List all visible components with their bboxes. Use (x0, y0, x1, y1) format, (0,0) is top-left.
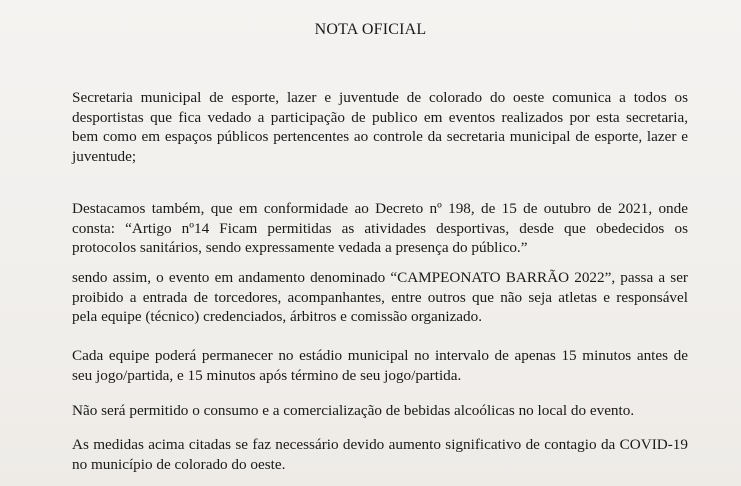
text-line: seu jogo/partida, e 15 minutos após término de seu jogo/partida. (72, 366, 462, 384)
paragraph-decree (72, 199, 688, 258)
text-line: desportistas que fica vedado a participação de publico em eventos realizados por esta secretaria, (72, 108, 688, 126)
text-line: pela equipe (técnico) credenciados, árbitros e comissão organizado. (72, 308, 483, 326)
text-line: Não será permitido o consumo e a comercialização de bebidas alcoólicas no local do evento. (72, 402, 635, 419)
text-line: sendo assim, o evento em andamento denominado “CAMPEONATO BARRÃO 2022”, passa a ser (72, 269, 688, 286)
paragraph-championship (72, 268, 688, 327)
document-title: NOTA OFICIAL (314, 21, 427, 38)
text-line: bem como em espaços públicos pertencentes ao controle da secretaria municipal de esporte, lazer e (72, 128, 688, 146)
text-line: protocolos sanitários, sendo expressamente vedada a presença do público.” (72, 239, 528, 257)
text-line: no município de colorado do oeste. (72, 455, 286, 473)
text-line: Destacamos também, que em conformidade ao Decreto nº 198, de 15 de outubro de 2021, onde (72, 200, 688, 217)
text-line: As medidas acima citadas se faz necessário devido aumento significativo de contagio da COVID-19 (72, 436, 688, 453)
paragraph-announcement (72, 88, 688, 166)
text-line: Cada equipe poderá permanecer no estádio municipal no intervalo de apenas 15 minutos antes de (72, 347, 688, 364)
paragraph-team-time (72, 346, 688, 385)
paragraph-alcohol (72, 401, 688, 421)
text-line: consta: “Artigo nº14 Ficam permitidas as atividades desportivas, desde que obedecidos os (72, 219, 688, 237)
text-line: proibido a entrada de torcedores, acompanhantes, entre outros que não seja atletas e responsável (72, 288, 688, 306)
paragraph-covid (72, 435, 688, 474)
text-line: juventude; (72, 147, 137, 165)
text-line: Secretaria municipal de esporte, lazer e juventude de colorado do oeste comunica a todos os (72, 89, 688, 106)
